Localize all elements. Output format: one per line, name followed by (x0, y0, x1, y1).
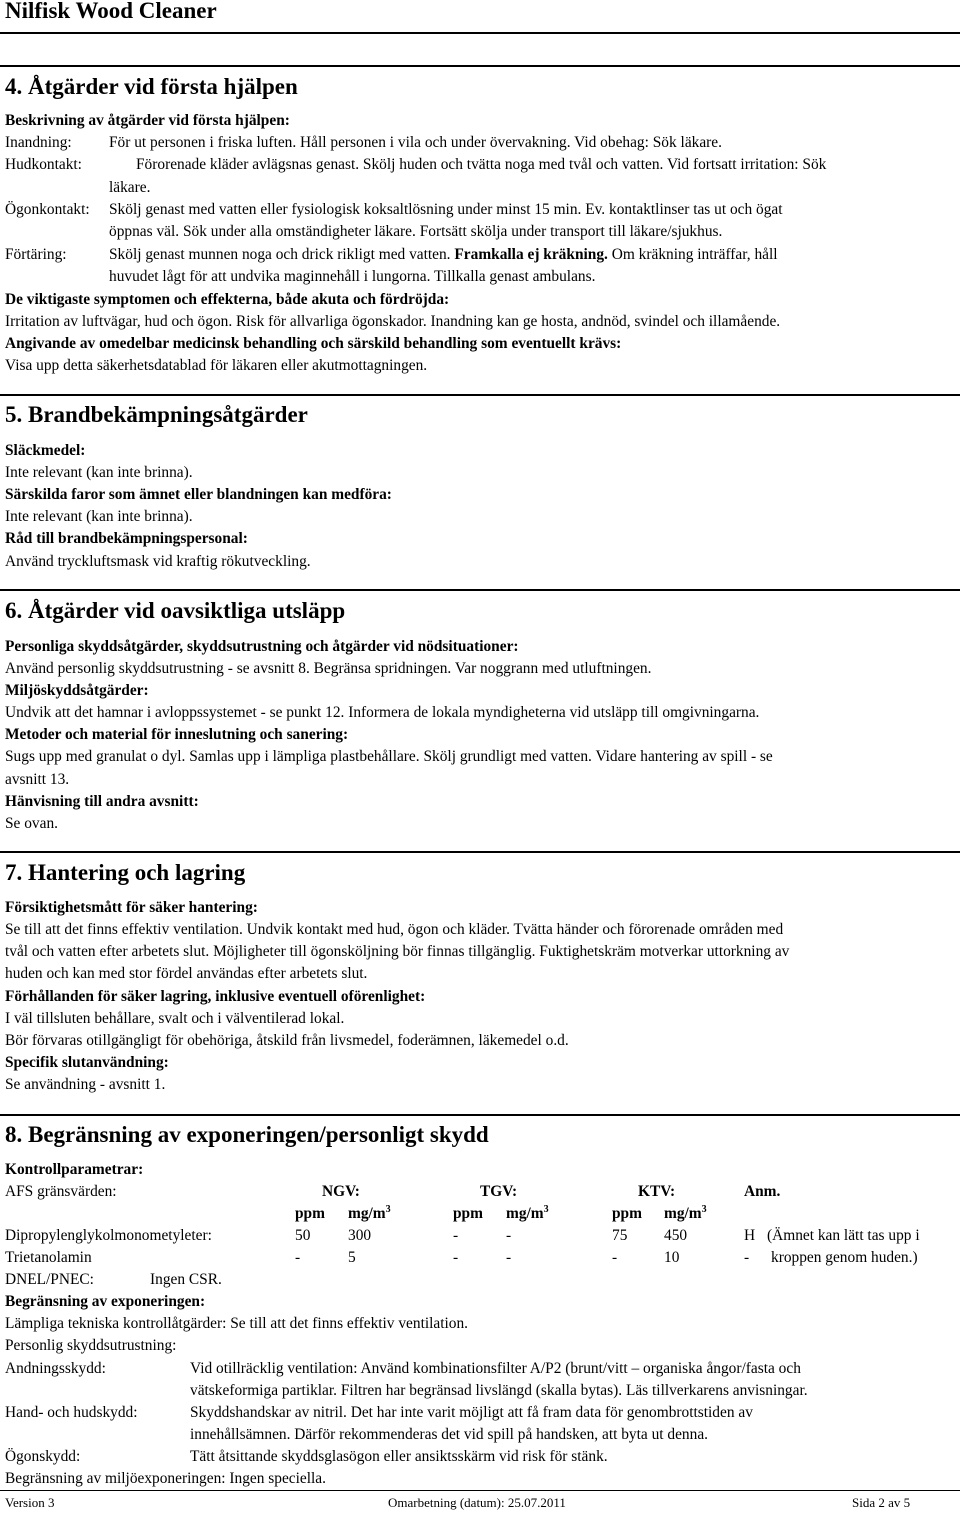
row1-ngv-mg: 300 (348, 1227, 372, 1244)
dnel-label: DNEL/PNEC: (5, 1271, 94, 1288)
row2-ktv-mg: 10 (664, 1249, 680, 1266)
personal-precautions-text: Använd personlig skyddsutrustning - se avsnitt 8. Begränsa spridningen. Var noggrann med utluftningen. (5, 660, 652, 677)
eye-contact-text-1: Skölj genast med vatten eller fysiologisk koksaltlösning under minst 15 min. Ev. kontaktlinser tas ut och ögat (109, 201, 783, 218)
symptoms-text: Irritation av luftvägar, hud och ögon. Risk för allvarliga ögonskador. Inandning kan ge hosta, andnöd, svindel och illamående. (5, 313, 781, 330)
environmental-text: Undvik att det hamnar i avloppssystemet - se punkt 12. Informera de lokala myndigheterna vid utsläpp till omgivningarna. (5, 704, 760, 721)
respiratory-text-1: Vid otillräcklig ventilation: Använd kombinationsfilter A/P2 (brunt/vitt – organiska ångor/fasta och (190, 1360, 801, 1377)
row1-ngv-ppm: 50 (295, 1227, 311, 1244)
section-7-divider (0, 851, 960, 853)
row2-tgv-ppm: - (453, 1249, 459, 1266)
row1-ktv-mg: 450 (664, 1227, 688, 1244)
control-params-label: Kontrollparametrar: (5, 1161, 144, 1178)
eye-contact-text-2: öppnas väl. Sök under alla omständigheter läkare. Fortsätt skölja under transport till läkare/sjukhus. (109, 223, 723, 240)
skin-contact-label: Hudkontakt: (5, 156, 82, 173)
hand-skin-text-2: innehållsämnen. Därför rekommenderas det vid spill på handsken, att byta ut denna. (190, 1426, 708, 1443)
end-use-text: Se användning - avsnitt 1. (5, 1076, 166, 1093)
safe-handling-text-2: tvål och vatten efter arbetets slut. Möjligheter till ögonsköljning bör finnas tillgänglig. Fuktighetskräm motverkar uttorkning av (5, 943, 790, 960)
personal-precautions-label: Personliga skyddsåtgärder, skyddsutrustning och åtgärder vid nödsituationer: (5, 638, 519, 655)
skin-contact-text-2: läkare. (109, 179, 151, 196)
tgv-header: TGV: (480, 1183, 518, 1200)
anm-header: Anm. (744, 1183, 781, 1200)
hand-skin-label: Hand- och hudskydd: (5, 1404, 138, 1421)
first-aid-desc-label: Beskrivning av åtgärder vid första hjälpen: (5, 112, 290, 129)
reference-label: Hänvisning till andra avsnitt: (5, 793, 199, 810)
firefighter-advice-text: Använd tryckluftsmask vid kraftig rökutveckling. (5, 553, 311, 570)
footer-revision-date: Omarbetning (datum): 25.07.2011 (388, 1495, 566, 1510)
inhalation-label: Inandning: (5, 134, 72, 151)
section-7-heading: 7. Hantering och lagring (5, 860, 246, 885)
ppe-label: Personlig skyddsutrustning: (5, 1337, 177, 1354)
section-4-heading: 4. Åtgärder vid första hjälpen (5, 74, 298, 99)
section-5-divider (0, 394, 960, 396)
skin-contact-text-1: Förorenade kläder avlägsnas genast. Skölj huden och tvätta noga med tvål och vatten. Vid fortsatt irritation: Sök (136, 156, 827, 173)
reference-text: Se ovan. (5, 815, 59, 832)
section-8-divider (0, 1114, 960, 1116)
tgv-ppm-header: ppm (453, 1205, 483, 1222)
environmental-exposure-text: Begränsning av miljöexponeringen: Ingen speciella. (5, 1470, 326, 1487)
medical-treatment-text: Visa upp detta säkerhetsdatablad för läkaren eller akutmottagningen. (5, 357, 428, 374)
special-hazards-text: Inte relevant (kan inte brinna). (5, 508, 193, 525)
containment-text-2: avsnitt 13. (5, 771, 70, 788)
row2-anm: - (744, 1249, 750, 1266)
eye-contact-label: Ögonkontakt: (5, 201, 90, 218)
medical-treatment-label: Angivande av omedelbar medicinsk behandling och särskild behandling som eventuellt krävs: (5, 335, 622, 352)
inhalation-text: För ut personen i friska luften. Håll personen i vila och under övervakning. Vid obehag: Sök läkare. (109, 134, 722, 151)
safe-handling-text-1: Se till att det finns effektiv ventilation. Undvik kontakt med hud, ögon och kläder. Tvätta händer och förorenade områden med (5, 921, 784, 938)
safe-handling-label: Försiktighetsmått för säker hantering: (5, 899, 258, 916)
respiratory-label: Andningsskydd: (5, 1360, 106, 1377)
safe-handling-text-3: huden och kan med stor fördel användas efter arbetets slut. (5, 965, 368, 982)
row2-ngv-mg: 5 (348, 1249, 356, 1266)
footer-version: Version 3 (5, 1495, 55, 1510)
ktv-mgm-header: $mg/m^3$ (664, 1203, 707, 1222)
row2-tgv-mg: - (506, 1249, 512, 1266)
eye-protection-text: Tätt åtsittande skyddsglasögon eller ansiktsskärm vid risk för stänk. (190, 1448, 608, 1465)
extinguishing-label: Släckmedel: (5, 442, 86, 459)
ngv-ppm-header: ppm (295, 1205, 325, 1222)
header-divider (0, 32, 960, 34)
hand-skin-text-1: Skyddshandskar av nitril. Det har inte varit möjligt att få fram data för genombrottstiden av (190, 1404, 753, 1421)
row1-tgv-ppm: - (453, 1227, 459, 1244)
ingestion-text-1: Skölj genast munnen noga och drick rikligt med vatten. Framkalla ej kräkning. Om kräkning inträffar, håll (109, 246, 778, 263)
document-title: Nilfisk Wood Cleaner (5, 0, 217, 23)
storage-label: Förhållanden för säker lagring, inklusive eventuell oförenlighet: (5, 988, 426, 1005)
row1-tgv-mg: - (506, 1227, 512, 1244)
dnel-text: Ingen CSR. (150, 1271, 222, 1288)
ktv-ppm-header: ppm (612, 1205, 642, 1222)
ktv-header: KTV: (638, 1183, 676, 1200)
tgv-mgm-header: $mg/m^3$ (506, 1203, 549, 1222)
section-6-divider (0, 589, 960, 591)
containment-text-1: Sugs upp med granulat o dyl. Samlas upp i lämpliga plastbehållare. Skölj grundligt med vatten. Vidare hantering av spill - se (5, 748, 773, 765)
section-5-heading: 5. Brandbekämpningsåtgärder (5, 402, 308, 427)
row2-substance: Trietanolamin (5, 1249, 92, 1266)
extinguishing-text: Inte relevant (kan inte brinna). (5, 464, 193, 481)
ngv-header: NGV: (322, 1183, 360, 1200)
footer-page-number: Sida 2 av 5 (852, 1495, 911, 1510)
row1-anm: H (744, 1227, 756, 1244)
afs-limits-label: AFS gränsvärden: (5, 1183, 117, 1200)
row1-note: (Ämnet kan lätt tas upp i (767, 1227, 920, 1244)
row2-ngv-ppm: - (295, 1249, 301, 1266)
special-hazards-label: Särskilda faror som ämnet eller blandningen kan medföra: (5, 486, 392, 503)
row1-substance: Dipropylenglykolmonometyleter: (5, 1227, 212, 1244)
storage-text-2: Bör förvaras otillgängligt för obehöriga, åtskild från livsmedel, foderämnen, läkemedel o.d. (5, 1032, 569, 1049)
engineering-controls-text: Lämpliga tekniska kontrollåtgärder: Se till att det finns effektiv ventilation. (5, 1315, 469, 1332)
row2-ktv-ppm: - (612, 1249, 618, 1266)
row2-note: kroppen genom huden.) (771, 1249, 918, 1266)
environmental-label: Miljöskyddsåtgärder: (5, 682, 149, 699)
respiratory-text-2: vätskeformiga partiklar. Filtren har begränsad livslängd (skalla bytas). Läs tillverkarens anvisningar. (190, 1382, 808, 1399)
containment-label: Metoder och material för inneslutning och sanering: (5, 726, 349, 743)
section-4-divider (0, 65, 960, 67)
section-6-heading: 6. Åtgärder vid oavsiktliga utsläpp (5, 598, 346, 623)
exposure-controls-label: Begränsning av exponeringen: (5, 1293, 206, 1310)
firefighter-advice-label: Råd till brandbekämpningspersonal: (5, 530, 248, 547)
storage-text-1: I väl tillsluten behållare, svalt och i välventilerad lokal. (5, 1010, 345, 1027)
ingestion-text-2: huvudet lågt för att undvika maginnehåll i lungorna. Tillkalla genast ambulans. (109, 268, 596, 285)
section-8-heading: 8. Begränsning av exponeringen/personligt skydd (5, 1122, 489, 1147)
eye-protection-label: Ögonskydd: (5, 1448, 81, 1465)
row1-ktv-ppm: 75 (612, 1227, 628, 1244)
footer-divider (0, 1490, 960, 1491)
end-use-label: Specifik slutanvändning: (5, 1054, 169, 1071)
ngv-mgm-header: $mg/m^3$ (348, 1203, 391, 1222)
symptoms-label: De viktigaste symptomen och effekterna, både akuta och fördröjda: (5, 291, 450, 308)
ingestion-label: Förtäring: (5, 246, 67, 263)
